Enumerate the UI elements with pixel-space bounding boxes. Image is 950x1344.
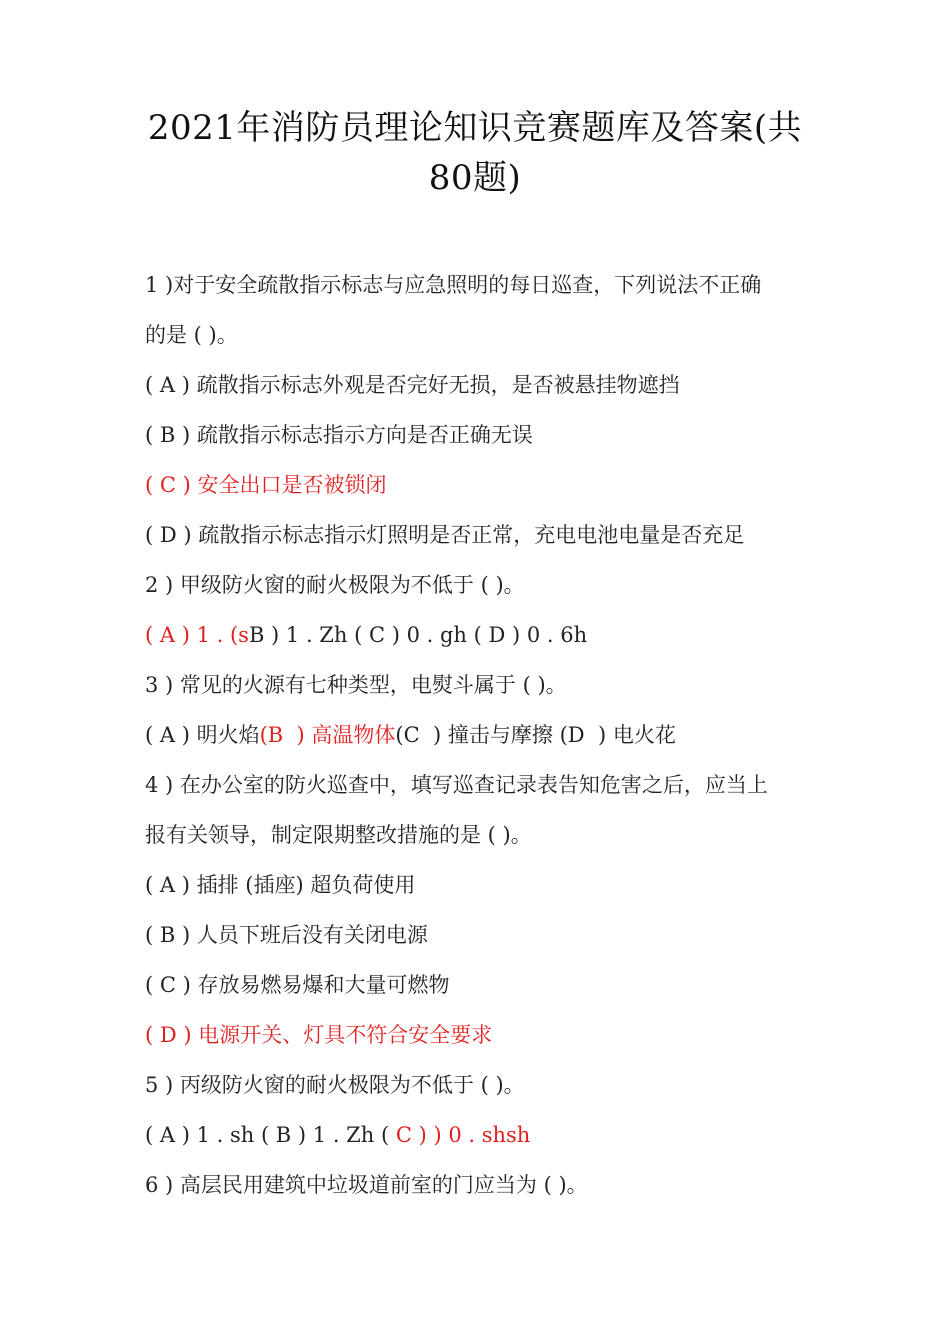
q3-option-a: ( A ) 明火焰 — [145, 723, 260, 747]
q2-options — [145, 620, 587, 650]
question-5-text: 5 ) 丙级防火窗的耐火极限为不低于 ( )。 — [145, 1073, 525, 1097]
question-4-text-cont: 报有关领导，制定限期整改措施的是 ( )。 — [145, 823, 532, 847]
q1-option-a: ( A ) 疏散指示标志外观是否完好无损，是否被悬挂物遮挡 — [145, 373, 680, 397]
q4-option-d-answer: ( D ) 电源开关、灯具不符合安全要求 — [145, 1023, 493, 1047]
document-title-line-1: 2021年消防员理论知识竞赛题库及答案(共 — [147, 108, 803, 148]
q3-option-b-answer: (B ) 高温物体 — [259, 723, 396, 747]
q5-options — [145, 1120, 530, 1150]
question-3-text: 3 ) 常见的火源有七种类型，电熨斗属于 ( )。 — [145, 673, 567, 697]
q2-options-rest: B ) 1 . Zh ( C ) 0 . gh ( D ) 0 . 6h — [248, 623, 588, 647]
q4-option-b: ( B ) 人员下班后没有关闭电源 — [145, 923, 428, 947]
q3-options-rest: (C ) 撞击与摩擦 (D ) 电火花 — [395, 723, 676, 747]
q3-options — [145, 720, 676, 750]
question-4-text: 4 ) 在办公室的防火巡查中，填写巡查记录表告知危害之后，应当上 — [145, 773, 768, 797]
q4-option-c: ( C ) 存放易燃易爆和大量可燃物 — [145, 973, 450, 997]
q1-option-d: ( D ) 疏散指示标志指示灯照明是否正常，充电电池电量是否充足 — [145, 523, 745, 547]
question-2-text: 2 ) 甲级防火窗的耐火极限为不低于 ( )。 — [145, 573, 525, 597]
q5-options-start: ( A ) 1 . sh ( B ) 1 . Zh ( — [145, 1123, 396, 1147]
q5-option-c-answer: C ) ) 0 . shsh — [395, 1123, 531, 1147]
document-title-line-2: 80题) — [428, 158, 522, 198]
q1-option-c-answer: ( C ) 安全出口是否被锁闭 — [145, 473, 387, 497]
q1-option-b: ( B ) 疏散指示标志指示方向是否正确无误 — [145, 423, 533, 447]
question-6-text: 6 ) 高层民用建筑中垃圾道前室的门应当为 ( )。 — [145, 1173, 588, 1197]
question-1-text-cont: 的是 ( )。 — [145, 323, 238, 347]
question-1-text: 1 )对于安全疏散指示标志与应急照明的每日巡查，下列说法不正确 — [145, 273, 762, 297]
q4-option-a: ( A ) 插排 (插座) 超负荷使用 — [145, 873, 416, 897]
q2-option-a-answer: ( A ) 1 . (s — [145, 623, 249, 647]
